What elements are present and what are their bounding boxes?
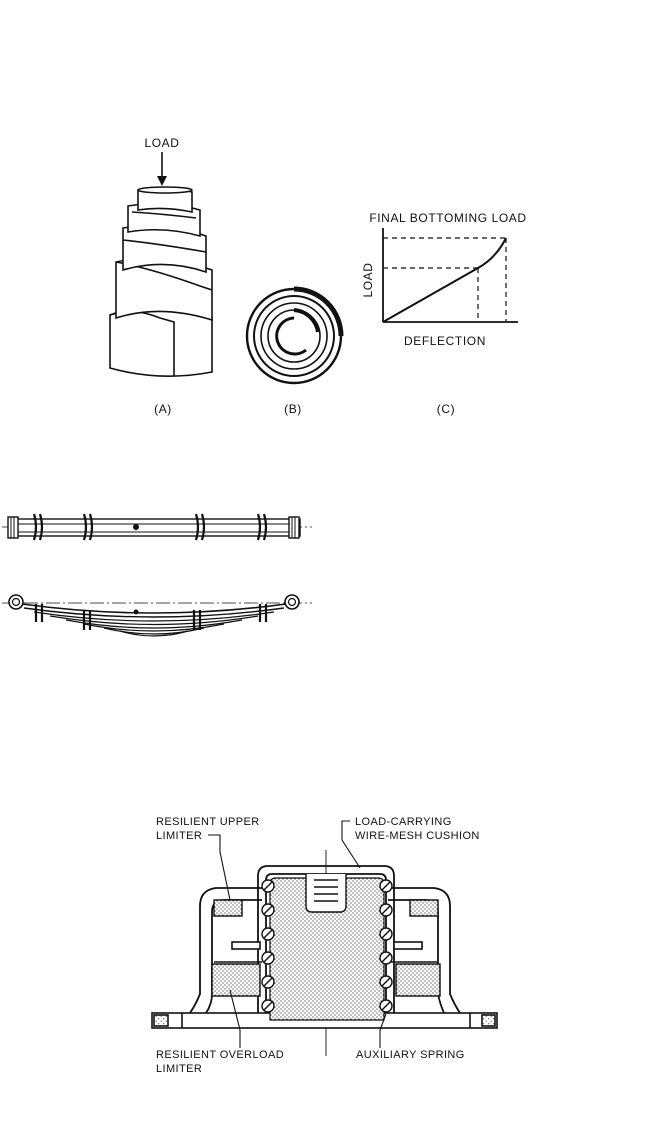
label-overload-2: LIMITER — [156, 1063, 203, 1075]
load-arrow-icon — [157, 152, 167, 186]
volute-spring-drawing — [110, 187, 212, 376]
graph-title: FINAL BOTTOMING LOAD — [369, 211, 527, 225]
threaded-insert — [306, 874, 346, 912]
curved-leaf-spring — [2, 595, 312, 636]
graph-guide-lines — [383, 238, 506, 322]
caption-a: (A) — [154, 402, 172, 416]
label-upper-limiter-2: LIMITER — [156, 830, 203, 842]
label-cushion-1: LOAD-CARRYING — [355, 816, 452, 828]
graph-ylabel: LOAD — [361, 262, 375, 298]
graph-xlabel: DEFLECTION — [403, 334, 487, 348]
caption-b: (B) — [284, 402, 302, 416]
label-upper-limiter-1: RESILIENT UPPER — [156, 816, 260, 828]
label-aux-spring: AUXILIARY SPRING — [356, 1049, 465, 1061]
graph-axes — [383, 228, 518, 322]
volute-spring-figure — [110, 136, 212, 416]
flat-leaf-spring — [2, 514, 312, 540]
label-cushion-2: WIRE-MESH CUSHION — [355, 830, 480, 842]
spiral-top-view-figure — [247, 289, 341, 416]
spiral-drawing — [247, 289, 341, 383]
caption-c: (C) — [436, 402, 456, 416]
load-deflection-graph — [361, 211, 527, 416]
shock-mount-section — [152, 816, 497, 1075]
load-label: LOAD — [144, 136, 180, 150]
load-curve — [383, 238, 506, 322]
label-overload-1: RESILIENT OVERLOAD — [156, 1049, 285, 1061]
